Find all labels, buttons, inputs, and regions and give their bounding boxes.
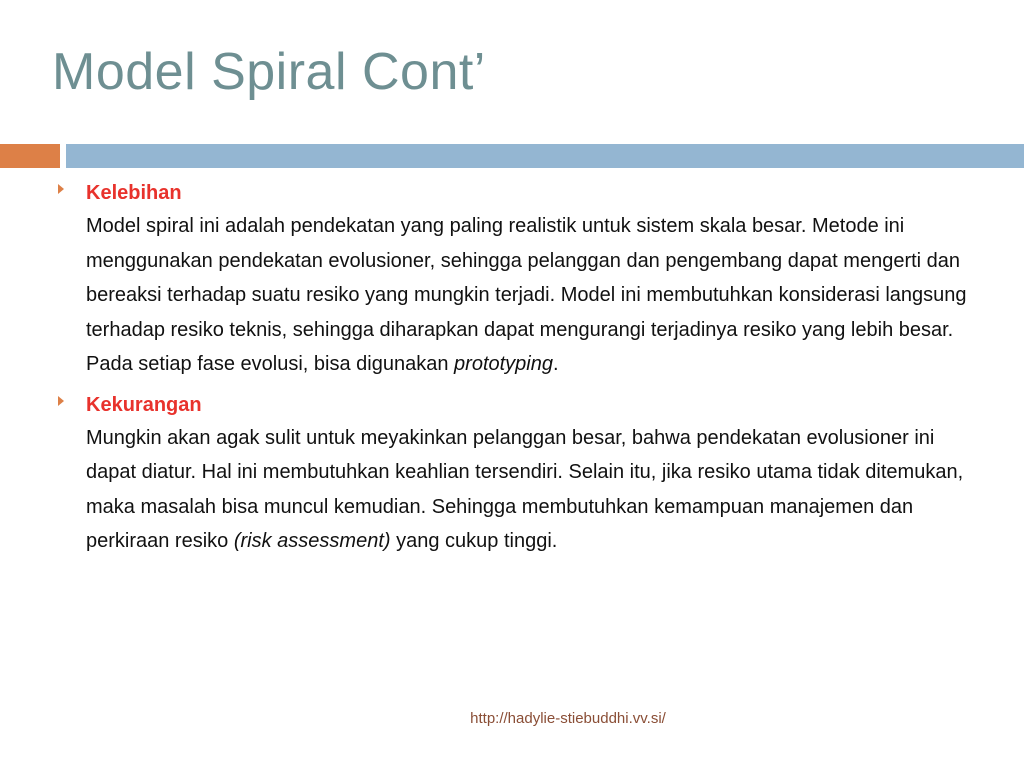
bullet-heading: Kelebihan [86,182,182,204]
slide-title: Model Spiral Cont’ [52,43,486,101]
bullet-item-kekurangan [58,389,988,559]
bullet-text-italic: (risk assessment) [233,530,391,552]
bullet-text-part: . [553,353,559,375]
footer-url: http://hadylie-stiebuddhi.vv.si/ [470,710,666,727]
bullet-text-italic: prototyping [454,353,553,375]
bullet-text-part: Mungkin akan agak sulit untuk meyakinkan pelanggan besar, bahwa pendekatan evolusioner ini dapat diatur. Hal ini membutuhkan keahlian tersendiri. Selain itu, jika resiko utama tidak ditemukan, maka masalah bisa muncul kemudian. Sehingga membutuhkan kemampuan manajemen dan perkiraan resiko [86,426,964,552]
bullet-list [58,180,988,569]
bullet-text [86,421,988,559]
accent-bar-blue [66,144,1024,168]
bullet-heading: Kekurangan [86,393,202,416]
bullet-item-kelebihan [58,177,988,382]
triangle-right-icon [58,184,64,194]
bullet-text [86,209,988,382]
bullet-text-part: Model spiral ini adalah pendekatan yang paling realistik untuk sistem skala besar. Metode ini menggunakan pendekatan evolusioner, sehingga pelanggan dan pengembang dapat mengerti dan bereaksi terhadap suatu resiko yang mungkin terjadi. Model ini membutuhkan konsiderasi langsung terhadap resiko teknis, sehingga diharapkan dapat mengurangi terjadinya resiko yang lebih besar. Pada setiap fase evolusi, bisa digunakan [86,215,967,375]
bullet-text-part: yang cukup tinggi. [390,530,558,552]
accent-bar-orange [0,144,60,168]
triangle-right-icon [58,396,64,406]
